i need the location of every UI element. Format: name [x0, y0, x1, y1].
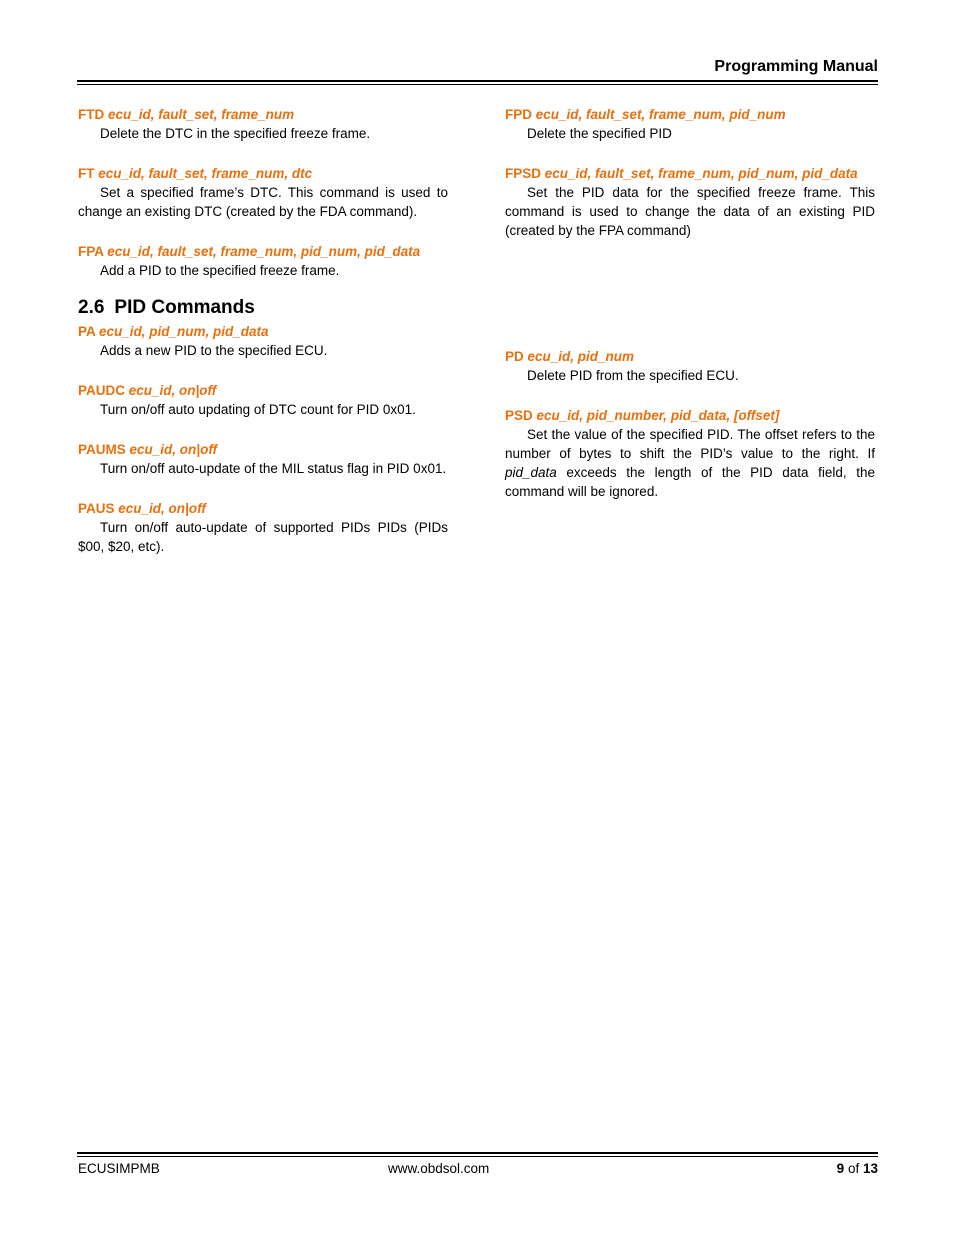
command-ft: [78, 164, 448, 221]
command-signature: [78, 105, 448, 124]
command-signature: [78, 164, 448, 183]
command-name: PAUMS: [78, 442, 126, 457]
command-name: FT: [78, 166, 95, 181]
footer-rule: [77, 1152, 878, 1154]
description-text: exceeds the length of the PID data field, the command will be ignored.: [505, 465, 875, 499]
section-title: PID Commands: [114, 297, 255, 318]
command-fpd: [505, 105, 875, 143]
command-args: ecu_id, on|off: [118, 501, 206, 516]
command-name: FTD: [78, 107, 105, 122]
command-pa: [78, 322, 448, 360]
command-name: PD: [505, 349, 524, 364]
command-name: PSD: [505, 408, 533, 423]
command-description: Adds a new PID to the specified ECU.: [100, 343, 328, 358]
command-description: Delete the specified PID: [527, 126, 672, 141]
footer-doc-code: ECUSIMPMB: [78, 1161, 160, 1176]
command-args: ecu_id, on|off: [129, 442, 218, 457]
command-args: ecu_id, pid_number, pid_data, [offset]: [536, 408, 780, 423]
command-args: ecu_id, fault_set, frame_num, pid_num, pid_data: [544, 166, 858, 181]
command-description: Set a specified frame’s DTC. This command is used to change an existing DTC (created by the FDA command).: [78, 185, 448, 219]
command-description: Set the PID data for the specified freeze frame. This command is used to change the data of an existing PID (created by the FPA command): [505, 185, 875, 238]
page-current: 9: [836, 1161, 845, 1176]
command-description: Delete the DTC in the specified freeze frame.: [100, 126, 371, 141]
command-args: ecu_id, pid_num: [527, 349, 635, 364]
command-args: ecu_id, fault_set, frame_num, pid_num: [535, 107, 786, 122]
footer-page-number: [837, 1160, 878, 1178]
command-signature: [505, 406, 875, 425]
command-name: FPD: [505, 107, 532, 122]
command-psd: [505, 406, 875, 501]
header-title: Programming Manual: [714, 58, 878, 75]
command-pd: [505, 347, 875, 385]
command-signature: [78, 322, 448, 341]
footer-url-link[interactable]: www.obdsol.com: [388, 1161, 490, 1176]
page-of: of: [847, 1161, 860, 1176]
command-paums: [78, 440, 448, 478]
section-number: 2.6: [78, 297, 105, 318]
command-signature: [78, 381, 448, 400]
command-name: PA: [78, 324, 96, 339]
command-name: PAUS: [78, 501, 115, 516]
command-description: Turn on/off auto updating of DTC count for PID 0x01.: [100, 402, 416, 417]
command-paus: [78, 499, 448, 556]
command-args: ecu_id, fault_set, frame_num, pid_num, pid_data: [107, 244, 421, 259]
command-signature: [78, 499, 448, 518]
command-fpa: [78, 242, 448, 280]
section-heading: [78, 296, 448, 320]
command-paudc: [78, 381, 448, 419]
command-fpsd: [505, 164, 875, 240]
command-ftd: [78, 105, 448, 143]
command-description: Turn on/off auto-update of the MIL status flag in PID 0x01.: [100, 461, 447, 476]
command-description: Delete PID from the specified ECU.: [527, 368, 739, 383]
header-rule: [77, 80, 878, 82]
command-args: ecu_id, fault_set, frame_num, dtc: [98, 166, 313, 181]
left-column: [78, 105, 448, 577]
command-args: ecu_id, fault_set, frame_num: [108, 107, 295, 122]
header-rule-thin: [77, 84, 878, 85]
right-column: [505, 105, 875, 522]
command-args: ecu_id, on|off: [128, 383, 217, 398]
command-signature: [505, 347, 875, 366]
command-signature: [505, 164, 875, 183]
command-args: ecu_id, pid_num, pid_data: [99, 324, 269, 339]
description-text: Set the value of the specified PID. The offset refers to the number of bytes to shift the PID’s value to the right. If: [505, 427, 875, 461]
command-name: FPA: [78, 244, 104, 259]
command-name: PAUDC: [78, 383, 125, 398]
footer-rule-thin: [77, 1156, 878, 1157]
command-signature: [78, 440, 448, 459]
command-signature: [78, 242, 448, 261]
command-name: FPSD: [505, 166, 542, 181]
command-description: Add a PID to the specified freeze frame.: [100, 263, 340, 278]
command-signature: [505, 105, 875, 124]
command-description: Turn on/off auto-update of supported PIDs PIDs (PIDs $00, $20, etc).: [78, 520, 448, 554]
page-total: 13: [862, 1161, 878, 1176]
description-italic-term: pid_data: [505, 465, 557, 480]
command-description: [505, 425, 875, 501]
column-spacer: [505, 261, 875, 347]
